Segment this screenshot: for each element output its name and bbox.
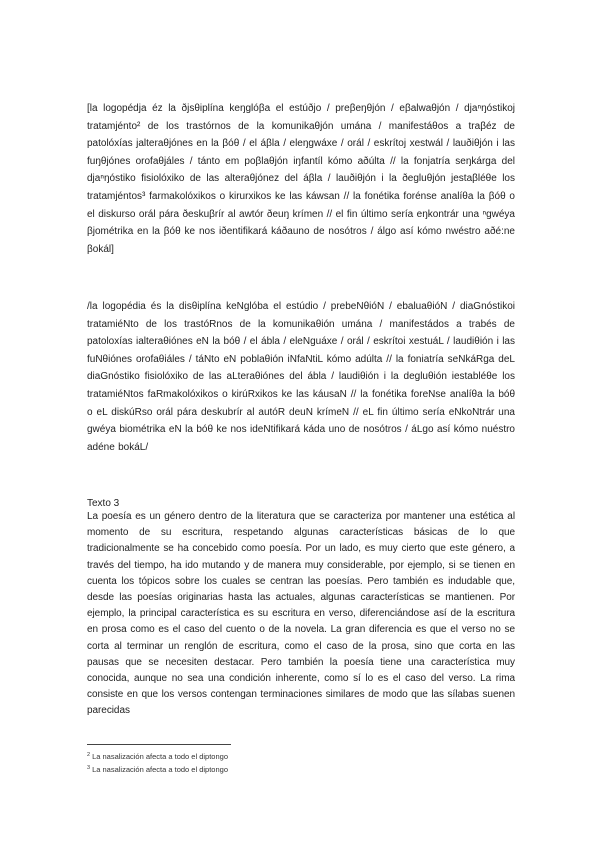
footnote (87, 765, 228, 775)
footnote-text: La nasalización afecta a todo el diptongo (92, 752, 228, 761)
footnote (87, 752, 228, 762)
narrow-phonemic-transcription: /la logopédia és la disθiplína keNglóba el estúdio / prebeNθióN / ebaluaθióN / diaGnóstikoi tratamiéNto de los trastóRnos de la komunikaθión umána / manifestádos a trabés de patoloxías ialteraθiónes eN la bóθ / el ábla / eleNguáxe / orál / eskrítoi xestuáL / laudiθión i las fuNθiónes orofaθiáles / táNto eN poblaθión iNfaNtiL kómo adúlta // la foniatría seNkáRga deL diaGnóstiko fisiolóxiko de las aLteraθiónes del ábla / laudiθión i la degluθión iestabléθe los tratamiéNtos faRmakolóxikos o kirúRxikos ke las káusaN // la fonétika foreNse analíθa la bóθ o eL diskúRso orál pára deskubrír al autóR deuN krímeN // eL fin último sería eNkoNtrár una gwéya biométrika eN la bóθ ke nos ideNtifikará káda uno de nosótros / áLgo así kómo nuéstro adéne bokáL/ (87, 301, 515, 453)
footnote-text: La nasalización afecta a todo el diptongo (92, 765, 228, 774)
broad-ipa-transcription: [la logopédja éz la ðjsθiplína keŋglóβa el estúðjo / preβeŋθjón / eβalwaθjón / djaⁿŋóstikoj tratamjénto² de los trastórnos de la komunikaθjón umána / manifestáθos a traβéz de patolóxías jalteraθjónes en la βóθ / el áβla / eleŋgwáxe / orál / eskrítoj xestwál / lauðiθjón i las fuŋθjónes orofaθjáles / tánto em poβlaθjón iŋfantíl kómo aðúlta // la fonjatría seŋkárga del djaⁿŋóstiko fisiolóxiko de las alteraθjónez del áβla / lauðiθjón i la ðegluθjón jestaβléθe los tratamjéntos³ farmakolóxikos o kirurxikos ke las káwsan // la fonétika forénse analíθa la βóθ o el diskurso orál pára ðeskuβrír al awtór ðeuŋ krímen // el fin último sería eŋkontrár una ⁿgwéya βjométrika en la βóθ ke nos iðentifikará káðauno de nosótros / álgo así kómo nwéstro aðé:ne βokál] (87, 103, 515, 255)
footnote-separator (87, 744, 231, 745)
texto-3-paragraph: La poesía es un género dentro de la literatura que se caracteriza por mantener una estética al momento de su escritura, respetando algunas características básicas de lo que tradicionalmente se ha concebido como poesía. Por un lado, es muy cierto que este género, a través del tiempo, ha ido mutando y de manera muy considerable, por ejemplo, si se tienen en cuenta los tópicos sobre los cuales se centran las poesías. Pero también es indudable que, desde las poesías originarias hasta las actuales, algunas características se mantienen. Por ejemplo, la principal característica es su escritura en verso, diferenciándose así de la escritura en prosa como es el caso del cuento o de la novela. La gran diferencia es que el verso no se corta al terminar un renglón de escritura, como el caso de la prosa, sino que corta en las pausas que se necesiten destacar. Pero también la poesía tiene una característica muy conocida, aunque no sea una condición inherente, como sí lo es el caso del verso. La rima consiste en que los versos contengan terminaciones similares de modo que las sílabas suenen parecidas (87, 511, 515, 717)
footnote-mark: 2 (87, 751, 91, 758)
texto-3-heading: Texto 3 (87, 498, 120, 509)
footnote-mark: 3 (87, 764, 91, 771)
